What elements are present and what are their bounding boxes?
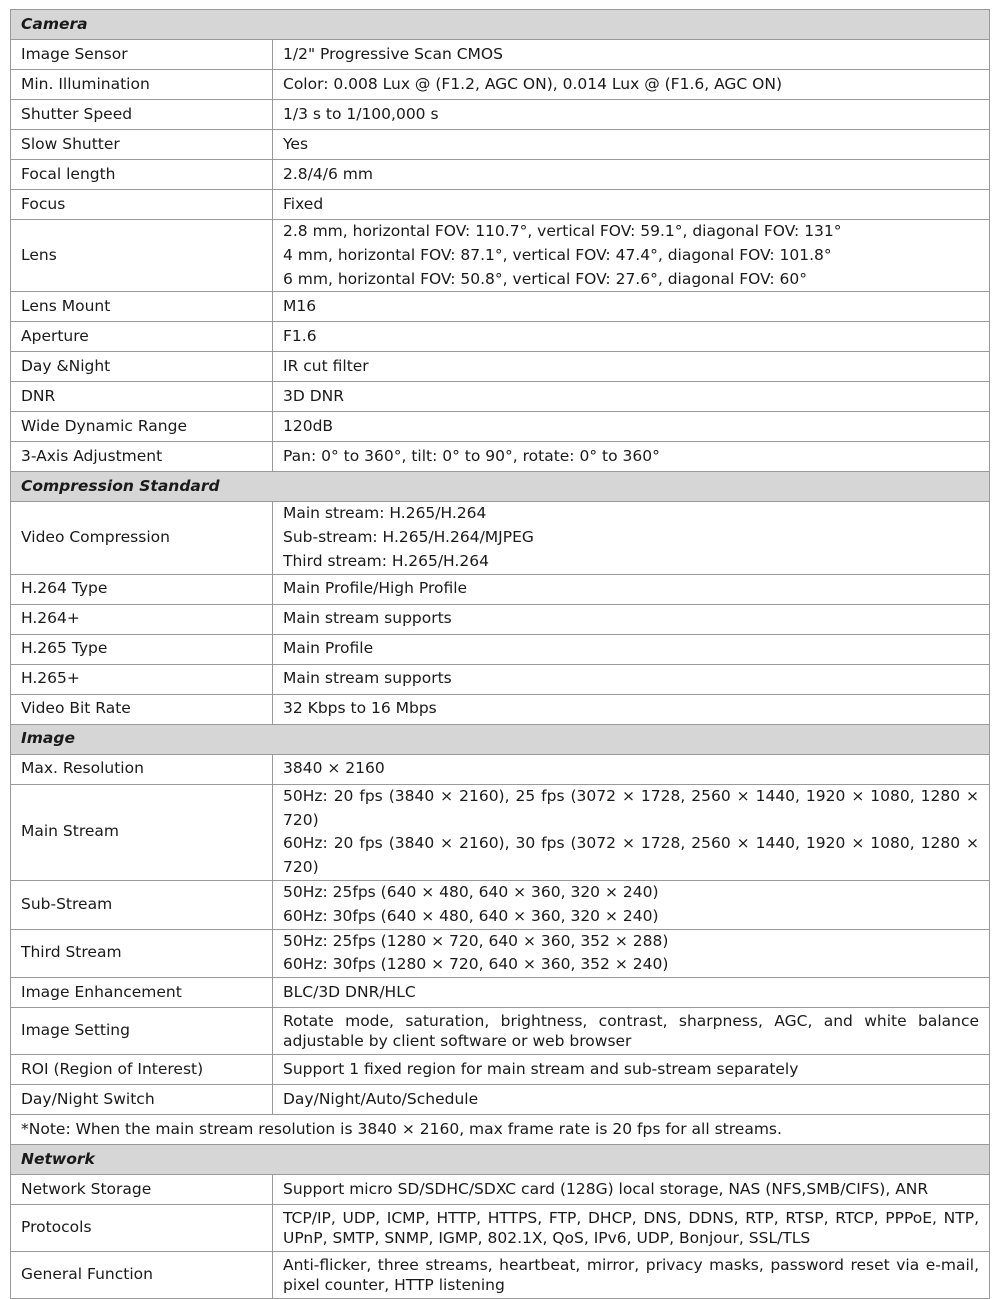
spec-value bbox=[273, 412, 990, 442]
spec-row-video-compression bbox=[11, 502, 990, 574]
spec-row-image-setting bbox=[11, 1008, 990, 1055]
section-header-network bbox=[11, 1145, 990, 1175]
spec-value-line: 3D DNR bbox=[283, 386, 345, 405]
spec-value-line: Main stream supports bbox=[283, 609, 452, 628]
spec-row-shutter-speed bbox=[11, 100, 990, 130]
spec-label: Image Sensor bbox=[11, 40, 273, 70]
spec-label: Video Compression bbox=[11, 502, 273, 574]
spec-label: Lens bbox=[11, 220, 273, 292]
spec-value-line: Support 1 fixed region for main stream and sub-stream separately bbox=[283, 1059, 799, 1078]
spec-value bbox=[273, 784, 990, 880]
spec-row-day-night bbox=[11, 352, 990, 382]
spec-row-slow-shutter bbox=[11, 130, 990, 160]
spec-value-line: IR cut filter bbox=[283, 356, 369, 375]
spec-value bbox=[273, 1205, 990, 1252]
spec-value bbox=[273, 190, 990, 220]
spec-label: Main Stream bbox=[11, 784, 273, 880]
spec-value bbox=[273, 664, 990, 694]
spec-label: ROI (Region of Interest) bbox=[11, 1055, 273, 1085]
spec-value-line: M16 bbox=[283, 296, 317, 315]
spec-value bbox=[273, 574, 990, 604]
spec-label: H.265+ bbox=[11, 664, 273, 694]
spec-note: *Note: When the main stream resolution is 3840 × 2160, max frame rate is 20 fps for all streams. bbox=[11, 1115, 990, 1145]
spec-table bbox=[10, 9, 990, 1299]
spec-note-row bbox=[11, 1115, 990, 1145]
spec-value-line: Anti-flicker, three streams, heartbeat, mirror, privacy masks, password reset via e-mail, pixel counter, HTTP listening bbox=[283, 1256, 980, 1295]
spec-value-line: 6 mm, horizontal FOV: 50.8°, vertical FOV: 27.6°, diagonal FOV: 60° bbox=[283, 269, 808, 288]
spec-value-line: 50Hz: 25fps (640 × 480, 640 × 360, 320 × 240) bbox=[283, 882, 659, 901]
spec-value bbox=[273, 502, 990, 574]
spec-value bbox=[273, 70, 990, 100]
spec-row-day-night-switch bbox=[11, 1085, 990, 1115]
spec-label: DNR bbox=[11, 382, 273, 412]
spec-label: Day &Night bbox=[11, 352, 273, 382]
section-title: Compression Standard bbox=[11, 472, 990, 502]
spec-value-line: Third stream: H.265/H.264 bbox=[283, 551, 489, 570]
spec-value-line: 120dB bbox=[283, 416, 334, 435]
spec-value-line: 50Hz: 25fps (1280 × 720, 640 × 360, 352 × 288) bbox=[283, 931, 669, 950]
spec-table-body bbox=[11, 10, 990, 1299]
spec-value bbox=[273, 694, 990, 724]
spec-row-lens-mount bbox=[11, 292, 990, 322]
spec-value-line: Color: 0.008 Lux @ (F1.2, AGC ON), 0.014 Lux @ (F1.6, AGC ON) bbox=[283, 74, 783, 93]
spec-value bbox=[273, 1175, 990, 1205]
section-title: Image bbox=[11, 724, 990, 754]
spec-value bbox=[273, 880, 990, 929]
spec-label: 3-Axis Adjustment bbox=[11, 442, 273, 472]
spec-row-h-264-type bbox=[11, 574, 990, 604]
spec-label: Focal length bbox=[11, 160, 273, 190]
spec-value-line: Fixed bbox=[283, 194, 324, 213]
section-header-compression-standard bbox=[11, 472, 990, 502]
spec-value-line: F1.6 bbox=[283, 326, 317, 345]
section-title: Camera bbox=[11, 10, 990, 40]
section-title: Network bbox=[11, 1145, 990, 1175]
spec-value-line: 1/2" Progressive Scan CMOS bbox=[283, 44, 503, 63]
spec-label: Sub-Stream bbox=[11, 880, 273, 929]
spec-row-dnr bbox=[11, 382, 990, 412]
spec-value bbox=[273, 160, 990, 190]
spec-value-line: 3840 × 2160 bbox=[283, 759, 385, 778]
spec-row-protocols bbox=[11, 1205, 990, 1252]
section-header-image bbox=[11, 724, 990, 754]
spec-value bbox=[273, 100, 990, 130]
spec-row-video-bit-rate bbox=[11, 694, 990, 724]
spec-value-line: Rotate mode, saturation, brightness, contrast, sharpness, AGC, and white balance adjustable by client software or web browser bbox=[283, 1012, 980, 1051]
spec-label: Protocols bbox=[11, 1205, 273, 1252]
spec-value-line: 4 mm, horizontal FOV: 87.1°, vertical FOV: 47.4°, diagonal FOV: 101.8° bbox=[283, 245, 832, 264]
spec-row-min-illumination bbox=[11, 70, 990, 100]
spec-value-line: BLC/3D DNR/HLC bbox=[283, 982, 416, 1001]
spec-value bbox=[273, 604, 990, 634]
spec-label: Day/Night Switch bbox=[11, 1085, 273, 1115]
spec-row-main-stream bbox=[11, 784, 990, 880]
spec-row-focus bbox=[11, 190, 990, 220]
spec-value-line: Sub-stream: H.265/H.264/MJPEG bbox=[283, 528, 534, 547]
spec-value bbox=[273, 978, 990, 1008]
spec-label: Wide Dynamic Range bbox=[11, 412, 273, 442]
spec-value bbox=[273, 322, 990, 352]
spec-label: Third Stream bbox=[11, 929, 273, 978]
spec-value bbox=[273, 1085, 990, 1115]
spec-label: Min. Illumination bbox=[11, 70, 273, 100]
spec-label: Image Enhancement bbox=[11, 978, 273, 1008]
spec-row-image-enhancement bbox=[11, 978, 990, 1008]
spec-value-line: 2.8 mm, horizontal FOV: 110.7°, vertical FOV: 59.1°, diagonal FOV: 131° bbox=[283, 222, 842, 240]
spec-value-line: Yes bbox=[283, 134, 309, 153]
spec-value-line: 1/3 s to 1/100,000 s bbox=[283, 104, 439, 123]
spec-value-line: Main stream supports bbox=[283, 669, 452, 688]
spec-value bbox=[273, 1055, 990, 1085]
spec-value-line: Main stream: H.265/H.264 bbox=[283, 504, 487, 523]
spec-label: Lens Mount bbox=[11, 292, 273, 322]
spec-row-h-265 bbox=[11, 664, 990, 694]
spec-value-line: 32 Kbps to 16 Mbps bbox=[283, 699, 437, 718]
spec-label: Aperture bbox=[11, 322, 273, 352]
section-header-camera bbox=[11, 10, 990, 40]
spec-value bbox=[273, 40, 990, 70]
spec-label: Video Bit Rate bbox=[11, 694, 273, 724]
spec-value bbox=[273, 220, 990, 292]
spec-value-line: Day/Night/Auto/Schedule bbox=[283, 1089, 479, 1108]
spec-row-3-axis-adjustment bbox=[11, 442, 990, 472]
spec-value-line: 60Hz: 20 fps (3840 × 2160), 30 fps (3072 × 1728, 2560 × 1440, 1920 × 1080, 1280 × 720) bbox=[283, 834, 980, 877]
spec-label: Image Setting bbox=[11, 1008, 273, 1055]
spec-row-network-storage bbox=[11, 1175, 990, 1205]
spec-label: Shutter Speed bbox=[11, 100, 273, 130]
spec-label: Max. Resolution bbox=[11, 754, 273, 784]
spec-row-max-resolution bbox=[11, 754, 990, 784]
spec-label: Focus bbox=[11, 190, 273, 220]
spec-row-focal-length bbox=[11, 160, 990, 190]
spec-value bbox=[273, 634, 990, 664]
spec-value bbox=[273, 929, 990, 978]
spec-value-line: 60Hz: 30fps (1280 × 720, 640 × 360, 352 × 240) bbox=[283, 955, 669, 974]
spec-value-line: 50Hz: 20 fps (3840 × 2160), 25 fps (3072 × 1728, 2560 × 1440, 1920 × 1080, 1280 × 720) bbox=[283, 786, 980, 829]
spec-value bbox=[273, 292, 990, 322]
spec-label: H.265 Type bbox=[11, 634, 273, 664]
spec-label: Slow Shutter bbox=[11, 130, 273, 160]
spec-label: General Function bbox=[11, 1252, 273, 1299]
spec-value-line: Main Profile bbox=[283, 639, 374, 658]
spec-sheet bbox=[10, 9, 989, 1299]
spec-value bbox=[273, 1008, 990, 1055]
spec-value bbox=[273, 352, 990, 382]
spec-row-wide-dynamic-range bbox=[11, 412, 990, 442]
spec-value bbox=[273, 442, 990, 472]
spec-row-general-function bbox=[11, 1252, 990, 1299]
spec-row-roi-region-of-interest bbox=[11, 1055, 990, 1085]
spec-label: Network Storage bbox=[11, 1175, 273, 1205]
spec-label: H.264+ bbox=[11, 604, 273, 634]
spec-value-line: Support micro SD/SDHC/SDXC card (128G) local storage, NAS (NFS,SMB/CIFS), ANR bbox=[283, 1179, 929, 1198]
spec-value bbox=[273, 382, 990, 412]
spec-row-lens bbox=[11, 220, 990, 292]
spec-value bbox=[273, 130, 990, 160]
spec-label: H.264 Type bbox=[11, 574, 273, 604]
spec-row-third-stream bbox=[11, 929, 990, 978]
spec-row-image-sensor bbox=[11, 40, 990, 70]
spec-row-h-265-type bbox=[11, 634, 990, 664]
spec-row-aperture bbox=[11, 322, 990, 352]
spec-value-line: Pan: 0° to 360°, tilt: 0° to 90°, rotate: 0° to 360° bbox=[283, 446, 660, 465]
spec-value-line: Main Profile/High Profile bbox=[283, 579, 468, 598]
spec-row-h-264 bbox=[11, 604, 990, 634]
spec-value-line: 60Hz: 30fps (640 × 480, 640 × 360, 320 × 240) bbox=[283, 906, 659, 925]
spec-value-line: TCP/IP, UDP, ICMP, HTTP, HTTPS, FTP, DHCP, DNS, DDNS, RTP, RTSP, RTCP, PPPoE, NTP, UPnP, SMTP, SNMP, IGMP, 802.1X, QoS, IPv6, UDP, Bonjour, SSL/TLS bbox=[283, 1209, 980, 1248]
spec-value bbox=[273, 1252, 990, 1299]
spec-value bbox=[273, 754, 990, 784]
spec-row-sub-stream bbox=[11, 880, 990, 929]
spec-value-line: 2.8/4/6 mm bbox=[283, 164, 373, 183]
